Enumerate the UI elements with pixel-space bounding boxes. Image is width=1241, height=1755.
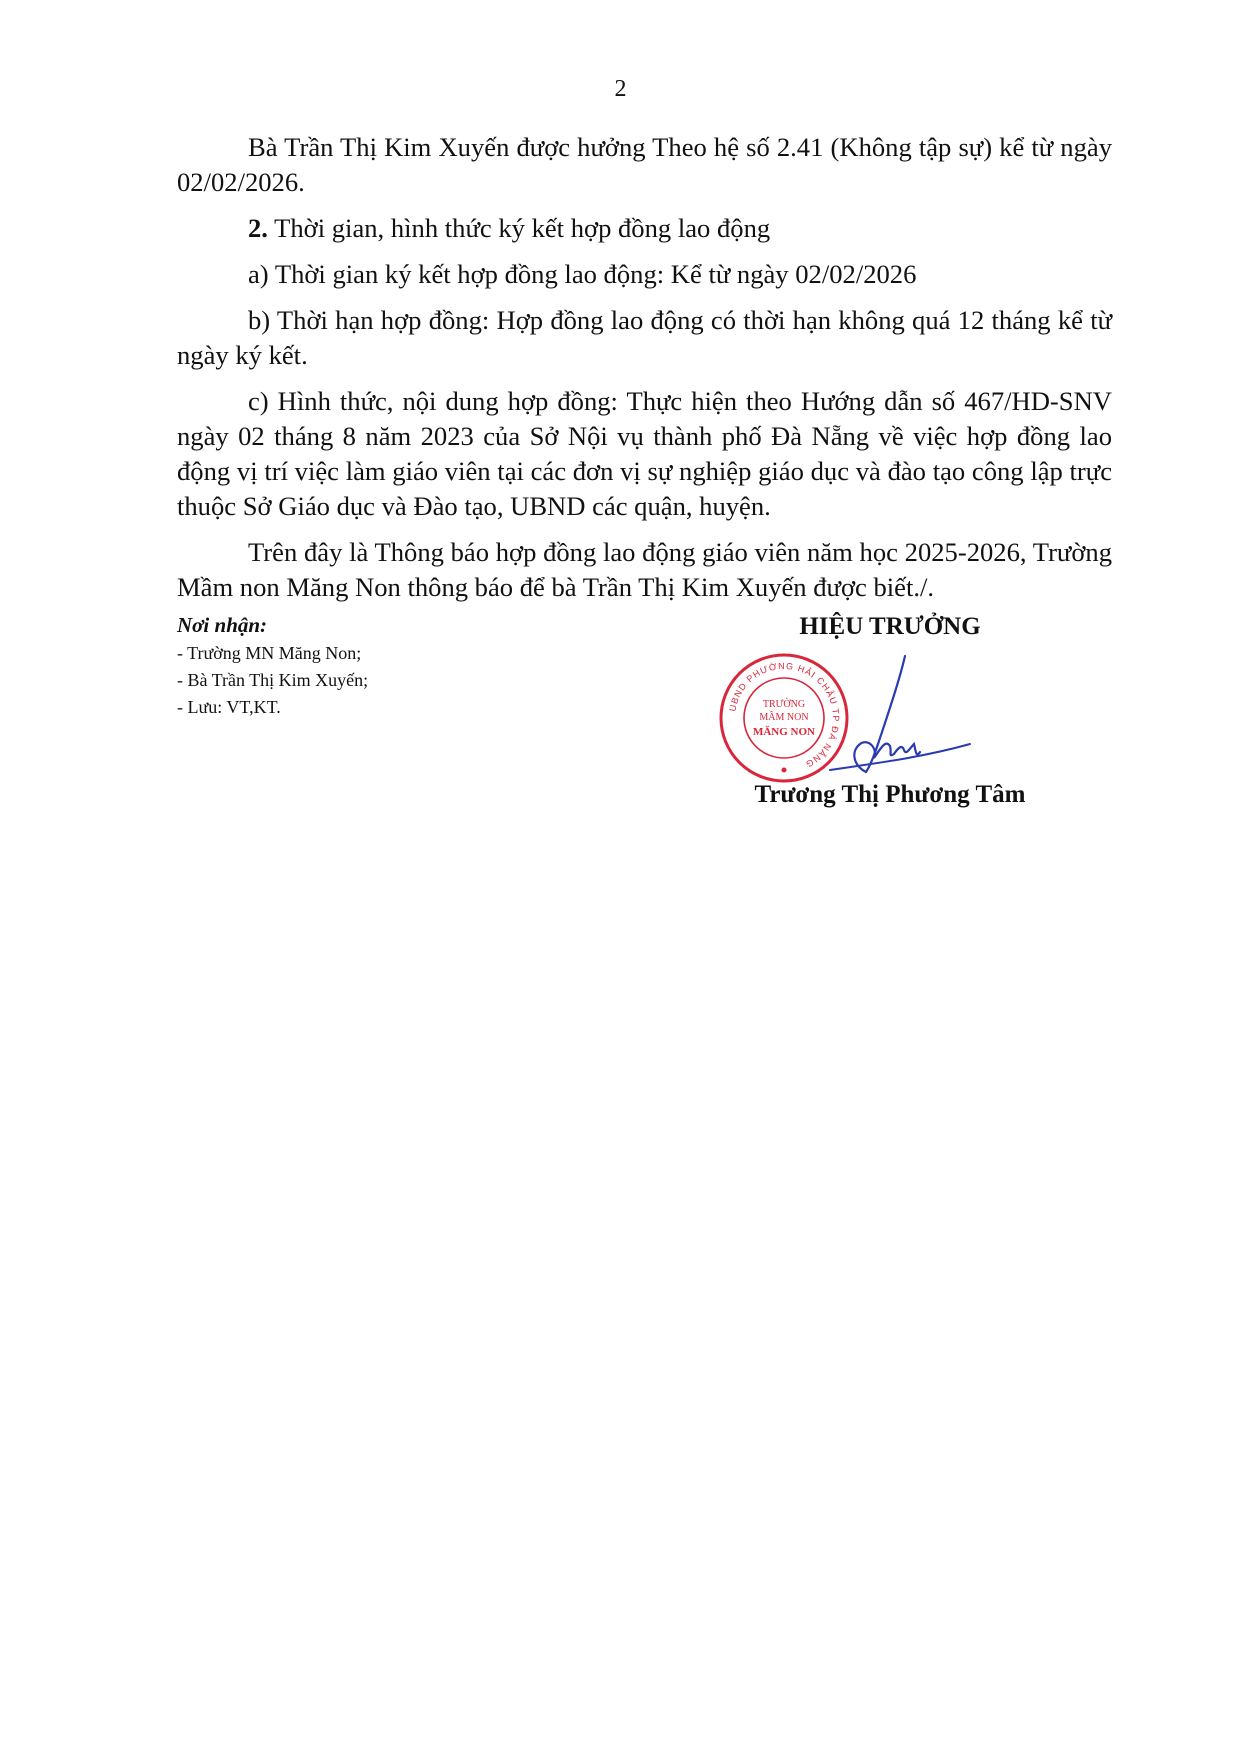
seal-line-1: TRƯỜNG bbox=[762, 699, 806, 710]
recipient-item: - Lưu: VT,KT. bbox=[177, 697, 281, 717]
signer-name: Trương Thị Phương Tâm bbox=[754, 781, 1026, 808]
item-c-paragraph: c) Hình thức, nội dung hợp đồng: Thực hiện theo Hướng dẫn số 467/HD-SNV ngày 02 tháng 8 năm 2023 của Sở Nội vụ thành phố Đà Nẵng về việc hợp đồng lao động vị trí việc làm giáo viên tại các đơn vị sự nghiệp giáo dục và đào tạo công lập trực thuộc Sở Giáo dục và Đào tạo, UBND các quận, huyện. bbox=[177, 386, 1112, 521]
section-2-title: Thời gian, hình thức ký kết hợp đồng lao động bbox=[267, 213, 771, 243]
item-a-paragraph: a) Thời gian ký kết hợp đồng lao động: Kể từ ngày 02/02/2026 bbox=[248, 259, 917, 289]
page-number: 2 bbox=[614, 76, 627, 102]
signature-title: HIỆU TRƯỞNG bbox=[799, 613, 981, 640]
seal-ring-text: UBND PHƯỜNG HẢI CHÂU TP ĐÀ NẴNG bbox=[727, 660, 842, 770]
item-b-paragraph: b) Thời hạn hợp đồng: Hợp đồng lao động có thời hạn không quá 12 tháng kể từ ngày ký kết. bbox=[177, 305, 1112, 370]
recipients-block bbox=[177, 612, 657, 721]
salary-paragraph: Bà Trần Thị Kim Xuyến được hưởng Theo hệ số 2.41 (Không tập sự) kể từ ngày 02/02/2026. bbox=[177, 132, 1112, 197]
closing-paragraph: Trên đây là Thông báo hợp đồng lao động giáo viên năm học 2025-2026, Trường Mầm non Măng Non thông báo để bà Trần Thị Kim Xuyến được biết./. bbox=[177, 537, 1112, 602]
section-2-heading bbox=[177, 211, 1112, 246]
seal-line-3: MĂNG NON bbox=[752, 726, 816, 738]
section-2-number: 2. bbox=[248, 213, 268, 243]
recipient-item: - Trường MN Măng Non; bbox=[177, 643, 362, 663]
seal-line-2: MẦM NON bbox=[759, 712, 809, 723]
handwritten-signature bbox=[790, 648, 980, 788]
recipient-item: - Bà Trần Thị Kim Xuyến; bbox=[177, 670, 369, 690]
recipients-title: Nơi nhận: bbox=[177, 613, 268, 637]
document-body bbox=[177, 130, 1112, 616]
